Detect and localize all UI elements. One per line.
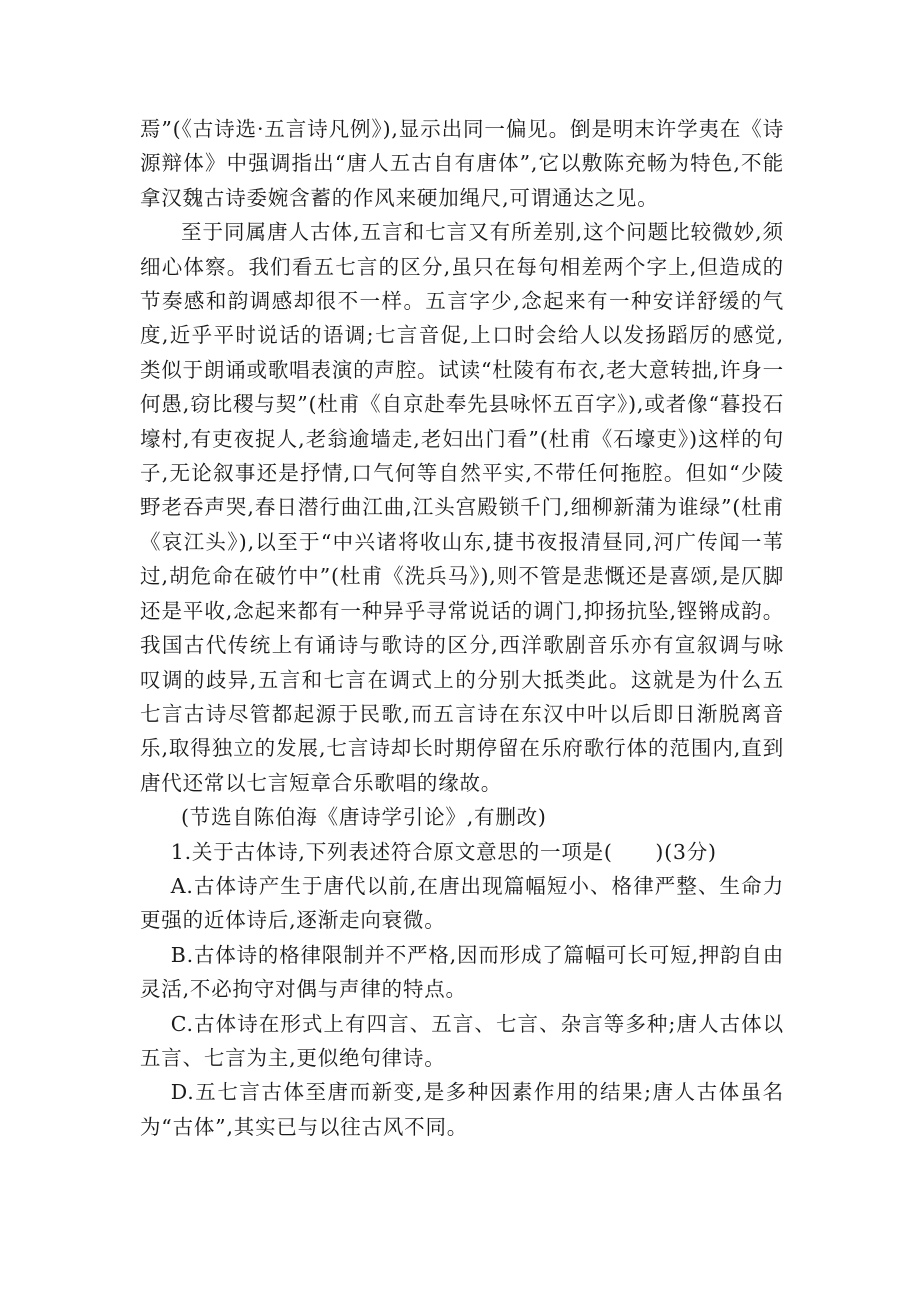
paragraph-1: 焉”(《古诗选·五言诗凡例》),显示出同一偏见。倒是明末许学夷在《诗源辩体》中强调指出“唐人五古自有唐体”,它以敷陈充畅为特色,不能拿汉魏古诗委婉含蓄的作风来硬加绳尺,可谓通达之见。	[140, 117, 784, 210]
option-b: B.古体诗的格律限制并不严格,因而形成了篇幅可长可短,押韵自由灵活,不必拘守对偶与声律的特点。	[140, 942, 784, 1002]
option-d: D.五七言古体至唐而新变,是多种因素作用的结果;唐人古体虽名为“古体”,其实已与以往古风不同。	[140, 1080, 784, 1139]
question-stem: 1.关于古体诗,下列表述符合原文意思的一项是( )(3分)	[170, 839, 717, 864]
source-note: (节选自陈伯海《唐诗学引论》,有删改)	[181, 805, 547, 830]
paragraph-2: 至于同属唐人古体,五言和七言又有所差别,这个问题比较微妙,须细心体察。我们看五七言的区分,虽只在每句相差两个字上,但造成的节奏感和韵调感却很不一样。五言字少,念起来有一种安详舒缓的气度,近乎平时说话的语调;七言音促,上口时会给人以发扬蹈厉的感觉,类似于朗诵或歌唱表演的声腔。试读“杜陵有布衣,老大意转拙,许身一何愚,窃比稷与契”(杜甫《自京赴奉先县咏怀五百字》),或者像“暮投石壕村,有吏夜捉人,老翁逾墙走,老妇出门看”(杜甫《石壕吏》)这样的句子,无论叙事还是抒情,口气何等自然平实,不带任何拖腔。但如“少陵野老吞声哭,春日潜行曲江曲,江头宫殿锁千门,细柳新蒲为谁绿”(杜甫《哀江头》),以至于“中兴诸将收山东,捷书夜报清昼同,河广传闻一苇过,胡危命在破竹中”(杜甫《洗兵马》),则不管是悲慨还是喜颂,是仄脚还是平收,念起来都有一种异乎寻常说话的调门,抑扬抗坠,铿锵成韵。我国古代传统上有诵诗与歌诗的区分,西洋歌剧音乐亦有宣叙调与咏叹调的歧异,五言和七言在调式上的分别大抵类此。这就是为什么五七言古诗尽管都起源于民歌,而五言诗在东汉中叶以后即日渐脱离音乐,取得独立的发展,七言诗却长时期停留在乐府歌行体的范围内,直到唐代还常以七言短章合乐歌唱的缘故。	[140, 220, 784, 795]
option-a: A.古体诗产生于唐代以前,在唐出现篇幅短小、格律严整、生命力更强的近体诗后,逐渐走向衰微。	[140, 873, 784, 933]
document-page	[140, 112, 784, 1144]
option-c: C.古体诗在形式上有四言、五言、七言、杂言等多种;唐人古体以五言、七言为主,更似绝句律诗。	[140, 1011, 784, 1070]
